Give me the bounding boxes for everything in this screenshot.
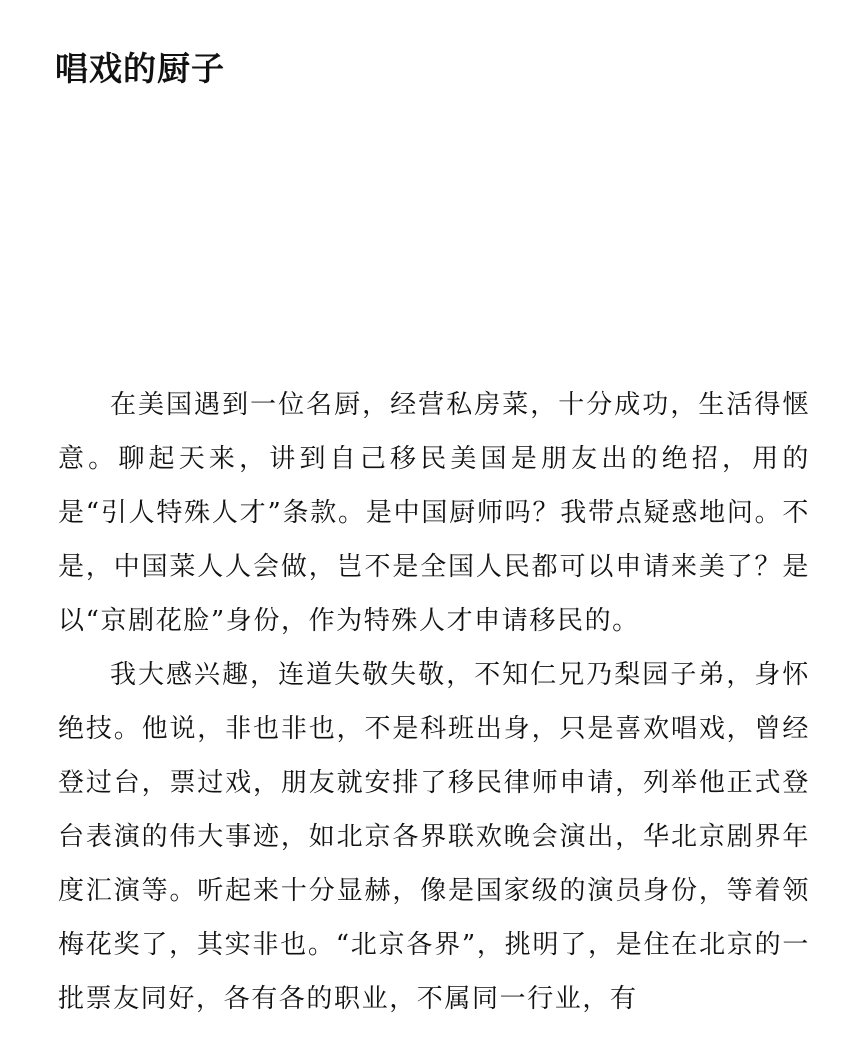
paragraph: 我大感兴趣，连道失敬失敬，不知仁兄乃梨园子弟，身怀绝技。他说，非也非也，不是科班出身，只是喜欢唱戏，曾经登过台，票过戏，朋友就安排了移民律师申请，列举他正式登台表演的伟大事迹，如北京各界联欢晚会演出，华北京剧界年度汇演等。听起来十分显赫，像是国家级的演员身份，等着领梅花奖了，其实非也。“北京各界”，挑明了，是住在北京的一批票友同好，各有各的职业，不属同一行业，有 [58, 660, 810, 1014]
paragraph: 在美国遇到一位名厨，经营私房菜，十分成功，生活得惬意。聊起天来，讲到自己移民美国是朋友出的绝招，用的是“引人特殊人才”条款。是中国厨师吗？我带点疑惑地问。不是，中国菜人人会做，岂不是全国人民都可以申请来美了？是以“京剧花脸”身份，作为特殊人才申请移民的。 [58, 390, 810, 636]
body-text [58, 378, 810, 1026]
page-title: 唱戏的厨子 [55, 49, 225, 88]
